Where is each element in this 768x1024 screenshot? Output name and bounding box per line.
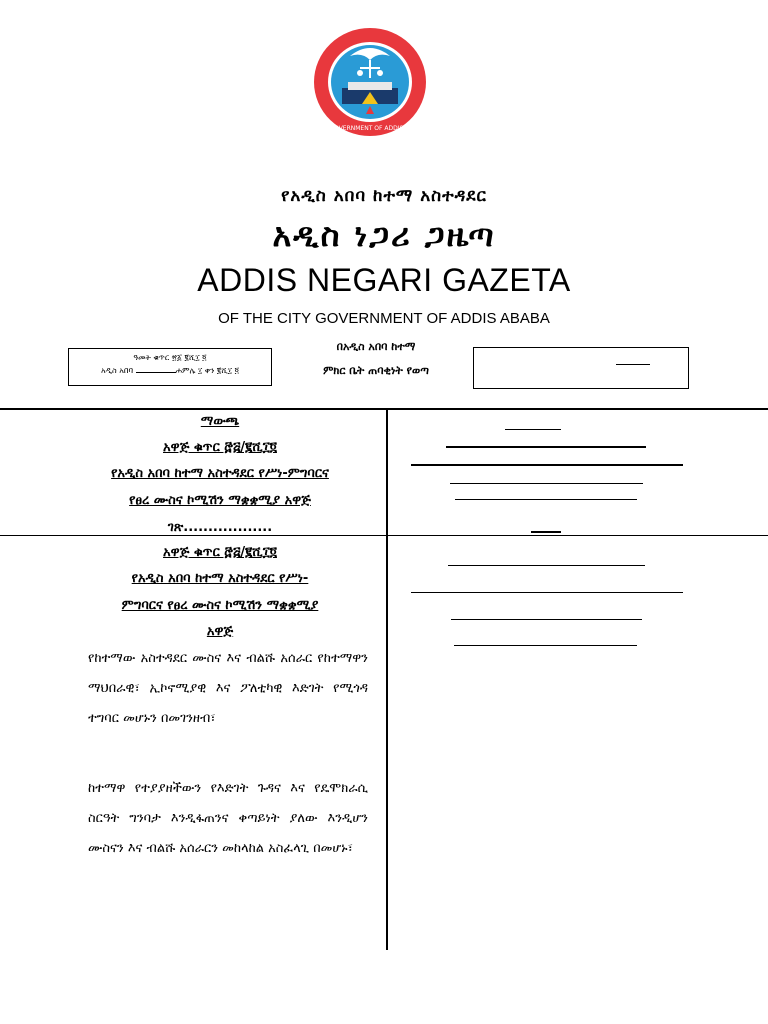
issue-date: ሐምሌ ፲ ቀን ፪ሺ፲ ፬ [175, 366, 240, 375]
blank-line [455, 499, 637, 500]
preamble-paragraph-2: ከተማዋ የተያያዘችውን የእድገት ጉዳና እና የዴሞክራሲ ስርዓት ግንባታ እንዲፋጠንና ቀጣይነት ያለው እንዲሆን ሙስናን እና ብልሹ አሰራርን መከላከል አስፈላጊ በመሆኑ፣ [88, 781, 368, 856]
gazette-subtitle-english: OF THE CITY GOVERNMENT OF ADDIS ABABA [218, 310, 550, 327]
city-seal-logo [312, 26, 428, 138]
blank-line [448, 565, 645, 566]
issue-year-number: ዓመት ቁጥር ፳፩ ፪ሺ፲ ፬ [133, 353, 207, 362]
blank-line [531, 531, 561, 533]
issue-city: አዲስ አበባ [100, 366, 134, 375]
contents-page-ref: ገጽ.................. [167, 520, 273, 535]
blank-line [454, 645, 637, 646]
section-divider-top [0, 408, 768, 410]
issue-info-box-english [473, 347, 689, 389]
blank-line [451, 619, 642, 620]
proclamation-title-line1: የአዲስ አበባ ከተማ አስተዳደር የሥነ- [131, 571, 309, 586]
contents-title-line2: የፀረ ሙስና ኮሚሽን ማቋቋሚያ አዋጅ [129, 493, 311, 508]
blank-line [136, 372, 176, 373]
contents-heading: ማውጫ [200, 414, 240, 429]
issued-by-line2: ምክር ቤት ጠባቂነት የወጣ [323, 364, 429, 377]
proclamation-title-line3: አዋጅ [206, 624, 234, 639]
contents-proclamation-number: አዋጅ ቁጥር ፸፭/፪ሺ፲፬ [163, 440, 277, 455]
preamble-paragraph-1: የከተማው አስተዳደር ሙስና እና ብልሹ አሰራር የከተማዋን ማህበራዊ፣ ኢኮኖሚያዊ እና ፖለቲካዊ እድገት የሚጎዳ ተግባር መሆኑን በመገንዘብ፣ [88, 651, 368, 726]
proclamation-title-line2: ምግባርና የፀረ ሙስና ኮሚሽን ማቋቋሚያ [121, 598, 319, 613]
gazette-title-english: ADDIS NEGARI GAZETA [197, 262, 571, 298]
seal-ring-text: CITY GOVERNMENT OF ADDIS ABABA [314, 125, 426, 132]
blank-line [411, 592, 683, 593]
issued-by-line1: በአዲስ አበባ ከተማ [336, 340, 416, 353]
contents-title-line1: የአዲስ አበባ ከተማ አስተዳደር የሥነ-ምግባርና [111, 466, 329, 481]
blank-line [411, 464, 683, 466]
blank-line [446, 446, 646, 448]
blank-line [505, 429, 561, 430]
issue-date-line [69, 366, 271, 376]
city-administration-title-amharic: የአዲስ አበባ ከተማ አስተዳደር [281, 186, 487, 206]
issue-info-box [68, 348, 272, 386]
proclamation-number: አዋጅ ቁጥር ፸፭/፪ሺ፲፬ [163, 545, 277, 560]
column-divider [386, 410, 388, 950]
blank-line [450, 483, 643, 484]
gazette-title-amharic: አዲስ ነጋሪ ጋዜጣ [272, 216, 496, 254]
blank-line [616, 364, 650, 365]
section-divider-middle [0, 535, 768, 536]
